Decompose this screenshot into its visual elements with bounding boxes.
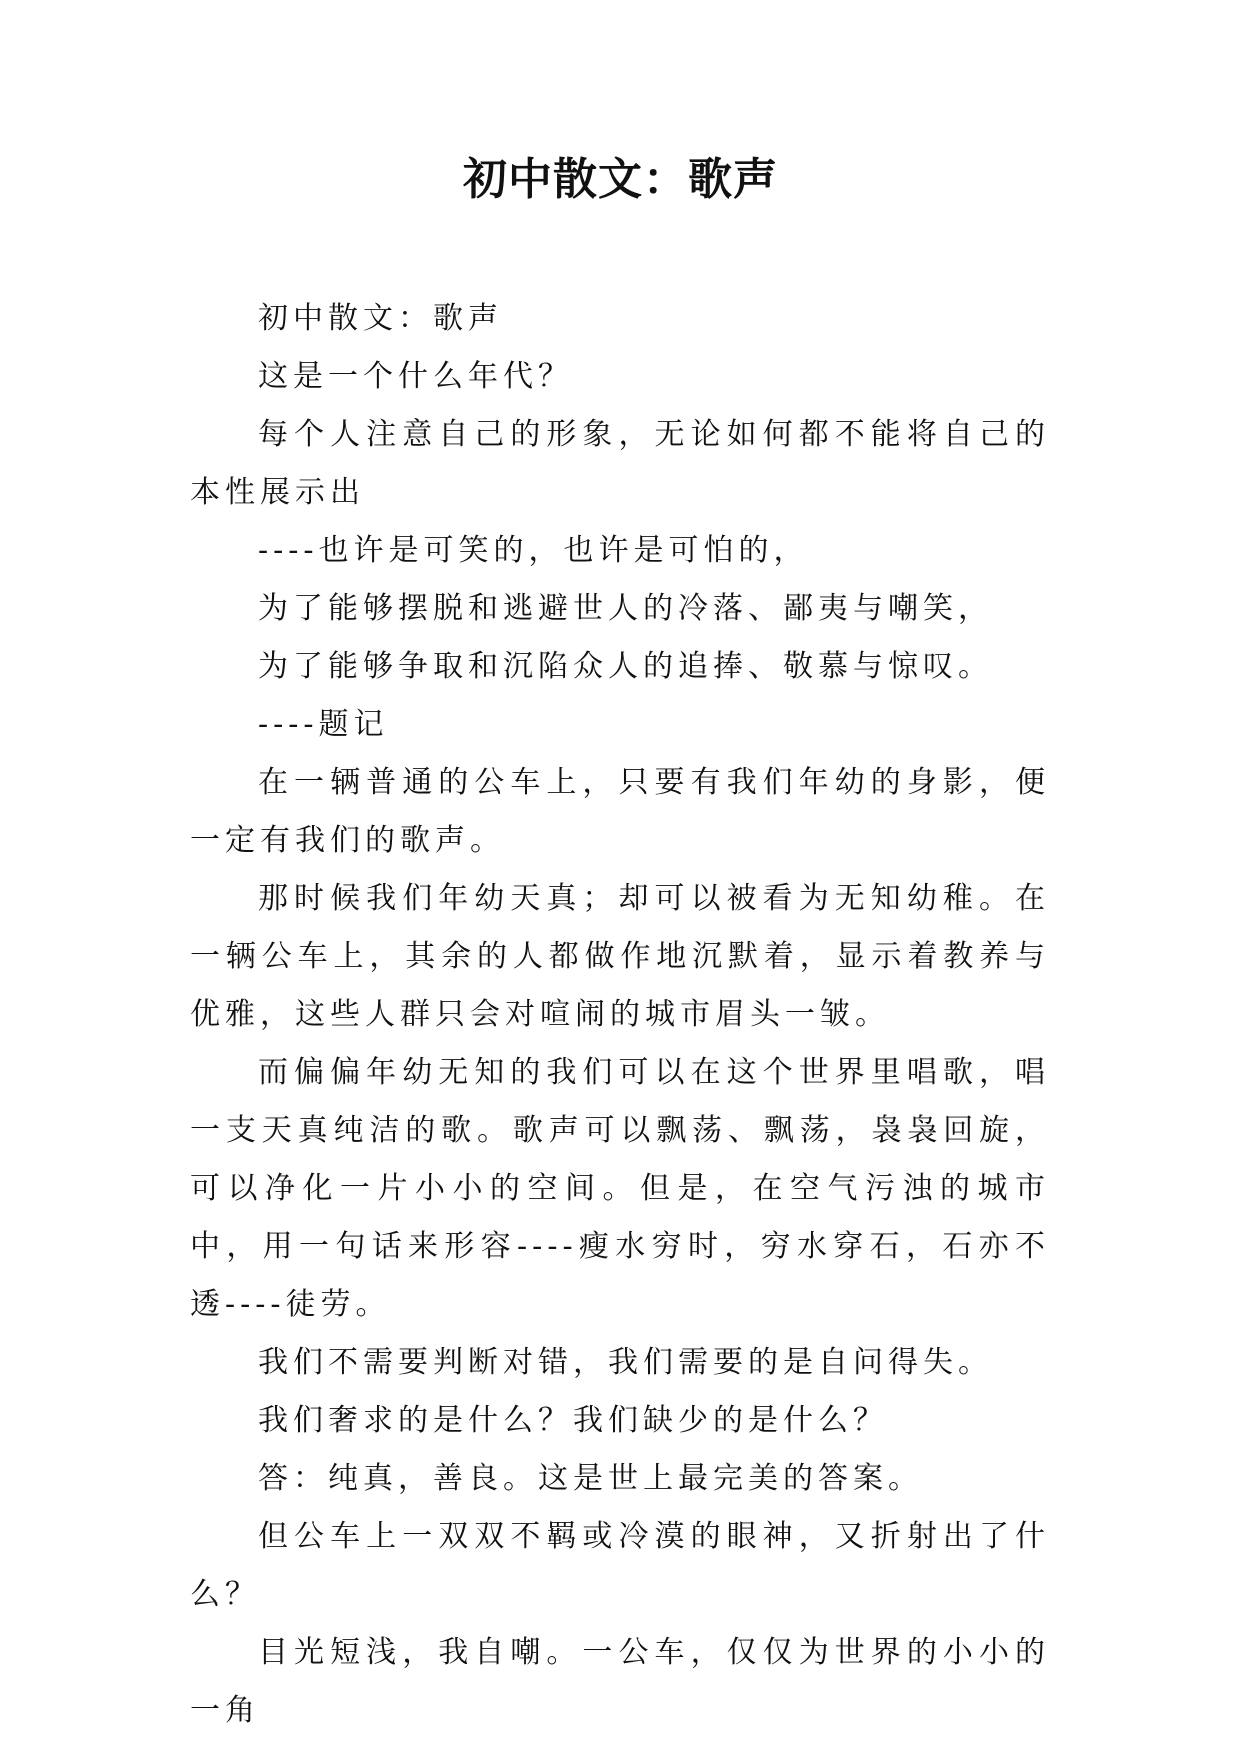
paragraph: 目光短浅，我自嘲。一公车，仅仅为世界的小小的一角 bbox=[190, 1635, 1050, 1728]
paragraph: 我们奢求的是什么？我们缺少的是什么？ bbox=[258, 1403, 888, 1438]
document-title: 初中散文：歌声 bbox=[463, 154, 778, 205]
paragraph: 在一辆普通的公车上，只要有我们年幼的身影，便一定有我们的歌声。 bbox=[190, 765, 1050, 858]
paragraph: 初中散文：歌声 bbox=[258, 301, 503, 336]
document-body bbox=[190, 290, 1050, 1740]
paragraph: 这是一个什么年代？ bbox=[258, 359, 573, 394]
paragraph: 为了能够摆脱和逃避世人的冷落、鄙夷与嘲笑， bbox=[258, 591, 993, 626]
paragraph: 那时候我们年幼天真；却可以被看为无知幼稚。在一辆公车上，其余的人都做作地沉默着，显示着教养与优雅，这些人群只会对喧闹的城市眉头一皱。 bbox=[190, 881, 1050, 1032]
paragraph: 而偏偏年幼无知的我们可以在这个世界里唱歌，唱一支天真纯洁的歌。歌声可以飘荡、飘荡，袅袅回旋，可以净化一片小小的空间。但是，在空气污浊的城市中，用一句话来形容----瘦水穷时，穷水穿石，石亦不透----徒劳。 bbox=[190, 1055, 1050, 1322]
paragraph: ----题记 bbox=[258, 707, 389, 742]
paragraph: 为了能够争取和沉陷众人的追捧、敬慕与惊叹。 bbox=[258, 649, 993, 684]
paragraph: ----也许是可笑的，也许是可怕的， bbox=[258, 533, 809, 568]
paragraph: 每个人注意自己的形象，无论如何都不能将自己的本性展示出 bbox=[190, 417, 1050, 510]
paragraph: 答：纯真，善良。这是世上最完美的答案。 bbox=[258, 1461, 923, 1496]
paragraph: 但公车上一双双不羁或冷漠的眼神，又折射出了什么？ bbox=[190, 1519, 1050, 1612]
paragraph: 我们不需要判断对错，我们需要的是自问得失。 bbox=[258, 1345, 993, 1380]
